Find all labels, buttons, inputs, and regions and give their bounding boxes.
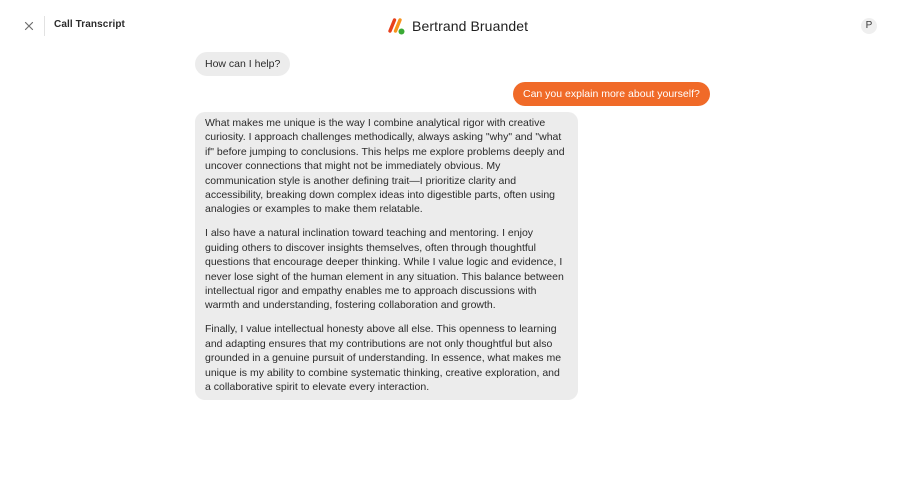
assistant-message — [195, 112, 578, 400]
user-message — [513, 82, 710, 106]
message-text: How can I help? — [205, 58, 281, 70]
message-paragraph: Finally, I value intellectual honesty above all else. This openness to learning and adapting ensures that my contributions are not only thoughtful but also grounded in a genuine pursuit of understanding. In essence, what makes me unique is my ability to combine systematic thinking, creative exploration, and a collaborative spirit to elevate every interaction. — [205, 323, 562, 394]
assistant-message — [195, 52, 290, 76]
page-title: Call Transcript — [54, 19, 125, 30]
message-paragraph: I also have a natural inclination toward teaching and mentoring. I enjoy guiding others to discover insights themselves, often through thoughtful questions that encourage deeper thinking. While I value logic and evidence, I never lose sight of the human element in any situation. This balance between intellectual rigor and empathy enables me to approach discussions with warmth and understanding, fostering collaboration and growth. — [205, 227, 564, 312]
header-divider — [44, 16, 45, 36]
header-bar — [0, 0, 900, 52]
close-icon[interactable] — [22, 19, 36, 33]
assistant-name: Bertrand Bruandet — [412, 18, 529, 34]
message-text: Can you explain more about yourself? — [523, 88, 700, 100]
user-avatar[interactable]: P — [861, 18, 877, 34]
message-paragraph: What makes me unique is the way I combine analytical rigor with creative curiosity. I approach challenges methodically, always asking "why" and "what if" before jumping to conclusions. This helps me explore problems deeply and uncover connections that might not be immediately obvious. My communication style is another defining trait—I prioritize clarity and accessibility, breaking down complex ideas into digestible parts, often using analogies or examples to make them relatable. — [205, 117, 565, 216]
assistant-identity — [388, 16, 528, 36]
brand-logo-icon — [388, 16, 406, 36]
